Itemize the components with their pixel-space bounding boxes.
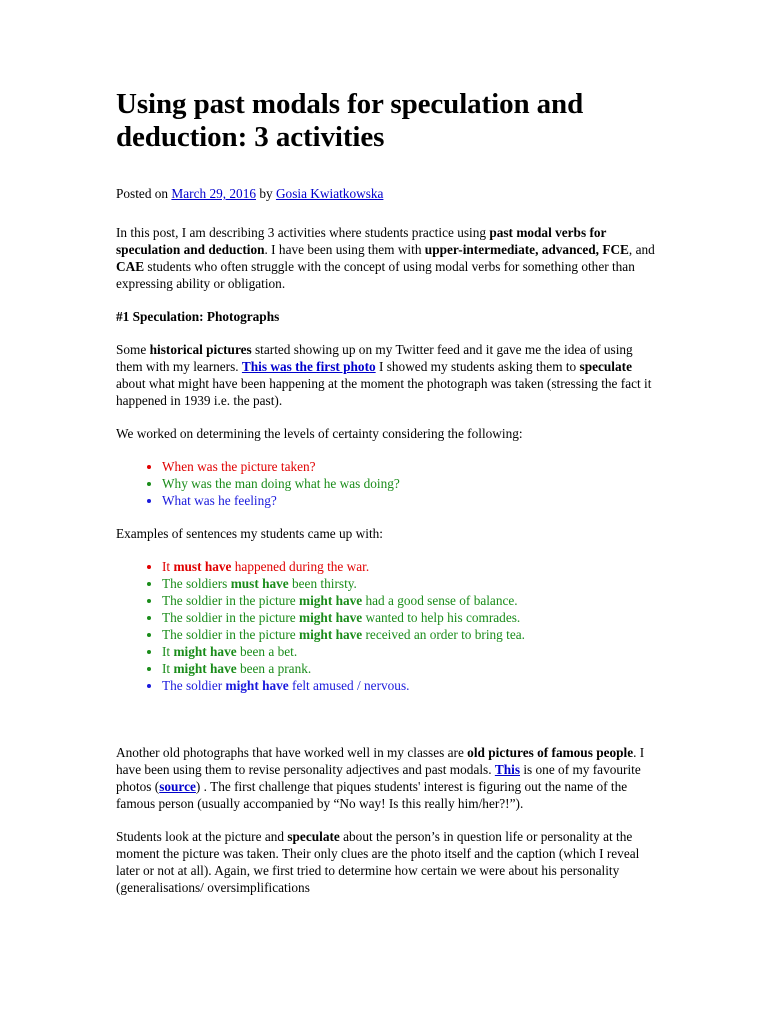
first-photo-link[interactable] <box>242 359 376 374</box>
p2-text-1: Some <box>116 342 150 357</box>
posted-on-label: Posted on <box>116 186 169 201</box>
list-item: • It might have been a prank. <box>162 660 656 677</box>
section-heading-text: #1 Speculation: Photographs <box>116 309 280 324</box>
list-item: • The soldier in the picture might have received an order to bring tea. <box>162 626 656 643</box>
section-heading <box>116 308 656 325</box>
list-item: • It might have been a bet. <box>162 643 656 660</box>
p5-bold-1: old pictures of famous people <box>467 745 634 760</box>
paragraph-speculate <box>116 828 656 896</box>
this-photo-link[interactable] <box>495 762 520 777</box>
p5-text-4: ) . The first challenge that piques students' interest is figuring out the name of the famous person (usually accompanied by “No way! Is this really him/her?!”). <box>116 779 628 811</box>
intro-text-2: . I have been using them with <box>264 242 425 257</box>
p2-bold-1: historical pictures <box>149 342 252 357</box>
p2-text-3: I showed my students asking them to <box>375 359 580 374</box>
examples-list <box>116 558 656 694</box>
p5-text-3: is one of my favourite photos ( <box>116 762 641 794</box>
list-item: • The soldier might have felt amused / nervous. <box>162 677 656 694</box>
intro-bold-2: upper-intermediate, advanced, FCE <box>424 242 629 257</box>
intro-text-3: , and <box>628 242 655 257</box>
intro-text-1: In this post, I am describing 3 activities where students practice using <box>116 225 490 240</box>
p2-bold-2: speculate <box>579 359 632 374</box>
author-link[interactable]: Gosia Kwiatkowska <box>275 186 384 201</box>
p5-text-1: Another old photographs that have worked well in my classes are <box>116 745 468 760</box>
intro-bold-3: CAE <box>116 259 145 274</box>
p6-text-2: about the person’s in question life or personality at the moment the picture was taken. Their only clues are the photo itself and the caption (which I reveal later or not at all). Again, we first tried to determine how certain we were about his personality (generalisations/ oversimplifications <box>116 829 640 895</box>
first-photo-link-text: This was the first photo <box>241 359 376 374</box>
p6-text-1: Students look at the picture and <box>116 829 288 844</box>
article <box>116 88 656 912</box>
list-item: • The soldier in the picture might have had a good sense of balance. <box>162 592 656 609</box>
list-item: • When was the picture taken? <box>162 458 656 475</box>
list-item: • It must have happened during the war. <box>162 558 656 575</box>
p6-bold-1: speculate <box>287 829 340 844</box>
paragraph-famous-people <box>116 744 656 812</box>
list-item: • The soldier in the picture might have wanted to help his comrades. <box>162 609 656 626</box>
page-title: Using past modals for speculation and deduction: 3 activities <box>116 88 584 153</box>
this-photo-link-text: This <box>494 762 520 777</box>
paragraph-historical-pictures <box>116 341 656 409</box>
p5-text-2: . I have been using them to revise personality adjectives and past modals. <box>116 745 645 777</box>
source-link-text: source <box>159 779 196 794</box>
intro-paragraph <box>116 224 656 292</box>
intro-text-4: students who often struggle with the concept of using modal verbs for something other than expressing ability or obligation. <box>116 259 635 291</box>
spacer <box>116 710 656 744</box>
intro-bold-1: past modal verbs for speculation and deduction <box>116 225 607 257</box>
paragraph-certainty: We worked on determining the levels of certainty considering the following: <box>116 426 523 441</box>
source-link[interactable] <box>159 779 196 794</box>
post-meta <box>116 185 656 202</box>
list-item: • What was he feeling? <box>162 492 656 509</box>
list-item: • Why was the man doing what he was doing? <box>162 475 656 492</box>
by-label: by <box>259 186 273 201</box>
paragraph-examples-intro: Examples of sentences my students came up with: <box>116 526 383 541</box>
questions-list <box>116 458 656 509</box>
date-link[interactable]: March 29, 2016 <box>171 186 256 201</box>
list-item: • The soldiers must have been thirsty. <box>162 575 656 592</box>
p2-text-2: started showing up on my Twitter feed and it gave me the idea of using them with my learners. <box>116 342 633 374</box>
p2-text-4: about what might have been happening at the moment the photograph was taken (stressing the fact it happened in 1939 i.e. the past). <box>116 376 652 408</box>
